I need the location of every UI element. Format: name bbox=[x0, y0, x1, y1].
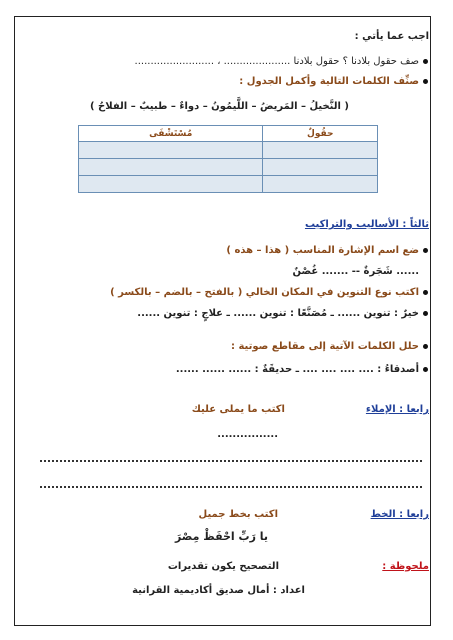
table-cell[interactable] bbox=[79, 142, 263, 159]
question-classify: صنِّف الكلمات التالية وأكمل الجدول : bbox=[239, 76, 419, 87]
dictation-instruction: اكتب ما يملى عليك bbox=[191, 404, 285, 415]
dictation-line[interactable] bbox=[40, 486, 422, 488]
question-demonstrative: ضع اسم الإشارة المناسب ( هذا – هذه ) bbox=[226, 245, 419, 256]
table-cell[interactable] bbox=[263, 142, 378, 159]
question-syllables: حلل الكلمات الآتية إلى مقاطع صوتية : bbox=[231, 341, 419, 352]
section4-title: رابعا : الإملاء bbox=[365, 404, 429, 415]
bullet-icon bbox=[423, 367, 428, 372]
bullet-icon bbox=[423, 311, 428, 316]
footer-credit: اعداد : أمال صديق أكاديمية القرانية bbox=[132, 585, 305, 596]
table-cell[interactable] bbox=[79, 159, 263, 176]
note-text: التصحيح يكون تقديرات bbox=[167, 561, 279, 572]
table-header-hospital: مُسْتَشْفَى bbox=[79, 126, 263, 142]
answer-syllables: أصدقاءُ : .... .... .... .... ـ حديقَةٌ : ...... ...... ...... bbox=[175, 364, 419, 375]
dictation-blank: ................ bbox=[217, 429, 278, 440]
answer-demonstrative: ...... شَجَرةٌ -- ....... غُصْنٌ bbox=[292, 266, 419, 277]
bullet-icon bbox=[423, 290, 428, 295]
note-title: ملحوظة : bbox=[382, 561, 429, 572]
classification-table bbox=[78, 125, 378, 193]
section1-title: اجب عما يأتي : bbox=[354, 31, 429, 42]
table-cell[interactable] bbox=[79, 176, 263, 193]
bullet-icon bbox=[423, 79, 428, 84]
table-cell[interactable] bbox=[263, 176, 378, 193]
answer-tanween: خيرٌ : تنوين ...... ـ مُصَنَّعًا : تنوين ...... ـ علاجٍ : تنوين ...... bbox=[137, 308, 419, 319]
bullet-icon bbox=[423, 248, 428, 253]
word-list: ( النَّخيلُ – المَريضُ – اللَّيمُونُ – دواءٌ – طبيبٌ – الفلاحُ ) bbox=[90, 101, 349, 112]
handwriting-phrase: يا رَبِّ احْفَظْ مِصْرَ bbox=[174, 530, 268, 543]
bullet-icon bbox=[423, 344, 428, 349]
dictation-line[interactable] bbox=[40, 460, 422, 462]
question-describe-fields: صف حقول بلادنا ؟ حقول بلادنا ..................... ، ......................... bbox=[134, 56, 419, 67]
table-cell[interactable] bbox=[263, 159, 378, 176]
bullet-icon bbox=[423, 59, 428, 64]
table-header-fields: حقُولٌ bbox=[263, 126, 378, 142]
section5-title: رابعا : الخط bbox=[370, 509, 429, 520]
question-tanween: اكتب نوع التنوين في المكان الخالي ( بالفتح – بالضم – بالكسر ) bbox=[110, 287, 419, 298]
section3-title: ثالثاً : الأساليب والتراكيب bbox=[304, 219, 429, 230]
handwriting-instruction: اكتب بخط جميل bbox=[198, 509, 278, 520]
